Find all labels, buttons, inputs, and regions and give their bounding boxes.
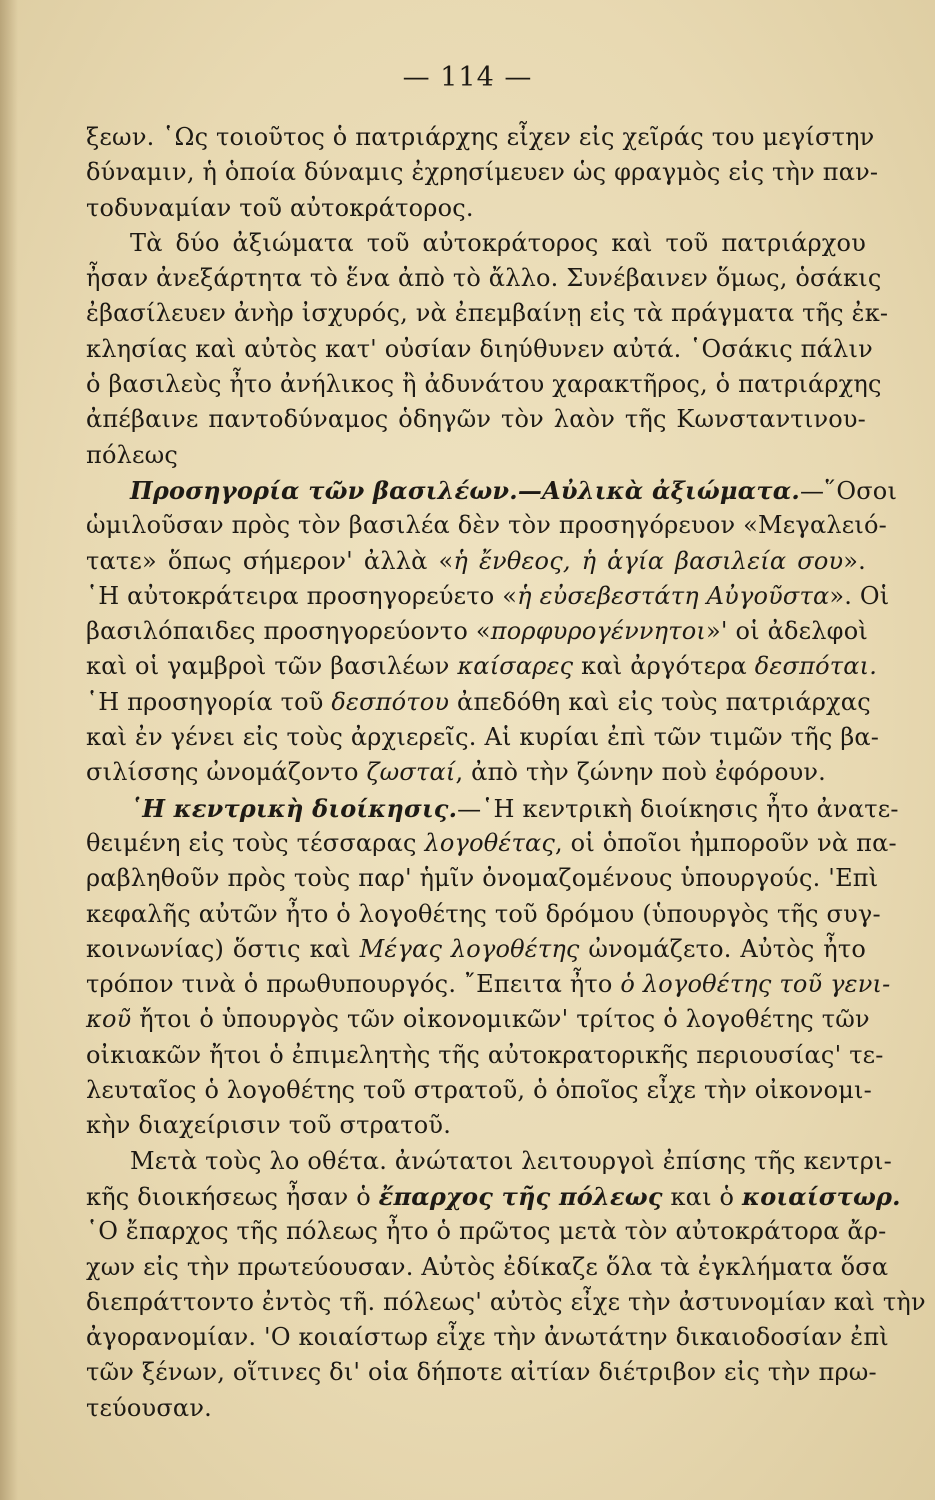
line-text: ξεων. ῾Ως τοιοῦτος ὁ πατριάρχης εἶχεν εἰς χεῖράς του μεγίστην [86,123,875,151]
line-text: , οἱ ὁποῖοι ἠμποροῦν νὰ πα- [555,828,897,857]
line-text: διεπράττοντο ἐντὸς τῆ. πόλεως' αὐτὸς εἶχε τὴν ἀστυνομίαν καὶ τὴν [86,1287,926,1316]
emphasis-text: δεσπόται. [754,652,878,681]
line-text: πόλεως [86,440,179,469]
text-line [86,508,887,543]
line-text: κὴν διαχείρισιν τοῦ στρατοῦ. [86,1111,452,1140]
line-text: θειμένη εἰς τοὺς τέσσαρας [86,828,425,857]
line-text: λευταῖος ὁ λογοθέτης τοῦ στρατοῦ, ὁ ὁποῖος εἶχε τὴν οἰκονομι- [86,1076,872,1105]
line-text: τῶν ξένων, οἵτινες δι' οἱα δήποτε αἰτίαν διέτριβον εἰς τὴν πρω- [86,1358,877,1387]
line-text: ῾Η αὐτοκράτειρα προσηγορεύετο « [86,581,518,610]
emphasis-text: ἔπαρχος τῆς πόλεως [378,1181,663,1211]
line-text: Μετὰ τοὺς λο οθέτα. ἀνώτατοι λειτουργοὶ ἐπίσης τῆς κεντρι- [130,1146,892,1175]
text-line [86,1002,870,1037]
text-line [86,685,871,720]
text-line [86,579,890,614]
text-line [86,191,866,226]
emphasis-text: ἡ εὐσεβεστάτη Αὐγοῦστα [517,581,830,610]
line-text: ἐβασίλευεν ἀνὴρ ἰσχυρός, νὰ ἐπεμβαίνῃ εἰς τὰ πράγματα τῆς ἐκ- [86,299,889,328]
text-line [86,402,866,437]
text-line [86,438,866,473]
line-text: κῆς διοικήσεως ἦσαν ὁ [86,1182,379,1211]
line-text: ἀπέβαινε παντοδύναμος ὁδηγῶν τὸν λαὸν τῆς Κωνσταντινου- [86,405,866,434]
text-line [86,1285,926,1320]
text-line [86,861,879,896]
text-line [86,1250,889,1285]
line-text: Τὰ δύο ἀξιώματα τοῦ αὐτοκράτορος καὶ τοῦ πατριάρχου [130,228,866,257]
text-line [86,261,882,296]
page-number: — 114 — [402,62,533,93]
emphasis-text: δεσπότου [331,687,450,716]
line-text: κλησίας καὶ αὐτὸς κατ' οὐσίαν διηύθυνεν αὐτά. ῾Οσάκις πάλιν [86,334,873,363]
text-line [86,544,866,579]
line-text: »' οἱ ἀδελφοὶ [705,617,868,646]
line-text: τατε» ὅπως σήμερον' ἀλλὰ « [86,546,454,575]
text-line [86,1320,889,1355]
text-line [86,720,880,755]
text-line [86,1179,901,1214]
line-text: τεύουσαν. [86,1393,212,1422]
line-text: , ἀπὸ τὴν ζώνην ποὺ ἐφόρουν. [455,758,827,787]
text-line [86,826,897,861]
line-text: —῞Οσοι [799,476,898,505]
emphasis-text: ῾Η κεντρικὴ διοίκησις. [130,793,458,823]
text-line [86,1214,887,1249]
line-text: ῾Η προσηγορία τοῦ [86,687,332,716]
text-line [86,1108,866,1143]
line-text: ». [843,546,866,575]
text-line [86,367,882,402]
line-text: καὶ ἀργότερα [573,652,755,681]
emphasis-text: Μέγας λογοθέτης [359,934,580,963]
text-line [86,614,866,649]
line-text: τρόπον τινὰ ὁ πρωθυπουργός. ῎Επειτα ἦτο [86,970,621,999]
text-line [86,1391,866,1426]
line-text: κεφαλῆς αὐτῶν ἦτο ὁ λογοθέτης τοῦ δρόμου (ὑπουργὸς τῆς συγ- [86,899,881,928]
line-text: ὠνομάζετο. Αὐτὸς ἦτο [579,934,867,963]
line-text: οἰκιακῶν ἤτοι ὁ ἐπιμελητὴς τῆς αὐτοκρατορικῆς περιουσίας' τε- [86,1040,884,1069]
emphasis-text: κοιαίστωρ. [742,1181,901,1211]
line-text: σιλίσσης ὠνομάζοντο [86,758,367,787]
body-text [86,120,926,1426]
text-line [86,1144,892,1179]
emphasis-text: λογοθέτας [424,828,556,857]
text-line [86,332,873,367]
text-line [86,226,866,261]
line-text: καὶ οἱ γαμβροὶ τῶν βασιλέων [86,652,458,681]
line-text: δύναμιν, ἡ ὁποία δύναμις ἐχρησίμευεν ὡς φραγμὸς εἰς τὴν παν- [86,158,879,187]
text-line [86,649,878,684]
line-text: ἀγορανομίαν. 'Ο κοιαίστωρ εἶχε τὴν ἀνωτάτην δικαιοδοσίαν ἐπὶ [86,1323,889,1352]
line-text: ἤτοι ὁ ὑπουργὸς τῶν οἰκονομικῶν' τρίτος ὁ λογοθέτης τῶν [131,1005,870,1034]
emphasis-text: πορφυρογέννητοι [490,617,706,646]
emphasis-text: Προσηγορία τῶν βασιλέων.—Αὐλικὰ ἀξιώματα. [130,475,800,505]
emphasis-text: ὁ λογοθέτης τοῦ γενι- [620,970,891,999]
text-line [86,1073,872,1108]
text-line [86,755,866,790]
line-text: βασιλόπαιδες προσηγορεύοντο « [86,617,491,646]
emphasis-text: κοῦ [86,1005,132,1034]
text-line [86,967,891,1002]
text-line [86,932,866,967]
line-text: ραβληθοῦν πρὸς τοὺς παρ' ἡμῖν ὀνομαζομένους ὑπουργούς. 'Επὶ [86,864,879,893]
section-heading-line [86,473,898,508]
line-text: καὶ ἐν γένει εἰς τοὺς ἀρχιερεῖς. Αἱ κυρίαι ἐπὶ τῶν τιμῶν τῆς βα- [86,723,880,752]
line-text: και ὁ [662,1182,743,1211]
text-line [86,120,875,155]
emphasis-text: ἡ ἔνθεος, ἡ ἁγία βασιλεία σου [453,546,844,575]
line-text: ἦσαν ἀνεξάρτητα τὸ ἕνα ἀπὸ τὸ ἄλλο. Συνέβαινεν ὅμως, ὁσάκις [86,264,882,293]
line-text: ὁ βασιλεὺς ἦτο ἀνήλικος ἢ ἀδυνάτου χαρακτῆρος, ὁ πατριάρχης [86,370,882,399]
line-text: —῾Η κεντρικὴ διοίκησις ἦτο ἀνατε- [457,794,899,823]
text-line [86,1038,884,1073]
line-text: κοινωνίας) ὅστις καὶ [86,934,360,963]
text-line [86,1355,877,1390]
line-text: ἀπεδόθη καὶ εἰς τοὺς πατριάρχας [449,687,871,716]
text-line [86,155,879,190]
line-text: ὡμιλοῦσαν πρὸς τὸν βασιλέα δὲν τὸν προσηγόρευον «Μεγαλειό- [86,511,887,540]
section-heading-line [86,791,899,826]
text-line [86,897,881,932]
emphasis-text: καίσαρες [457,652,574,681]
text-line [86,296,889,331]
line-text: τοδυναμίαν τοῦ αὐτοκράτορος. [86,193,474,222]
line-text: ῾Ο ἔπαρχος τῆς πόλεως ἦτο ὁ πρῶτος μετὰ τὸν αὐτοκράτορα ἄρ- [86,1217,887,1246]
line-text: χων εἰς τὴν πρωτεύουσαν. Αὐτὸς ἐδίκαζε ὅλα τὰ ἐγκλήματα ὅσα [86,1252,889,1281]
line-text: ». Οἱ [829,581,890,610]
emphasis-text: ζωσταί [366,758,456,787]
